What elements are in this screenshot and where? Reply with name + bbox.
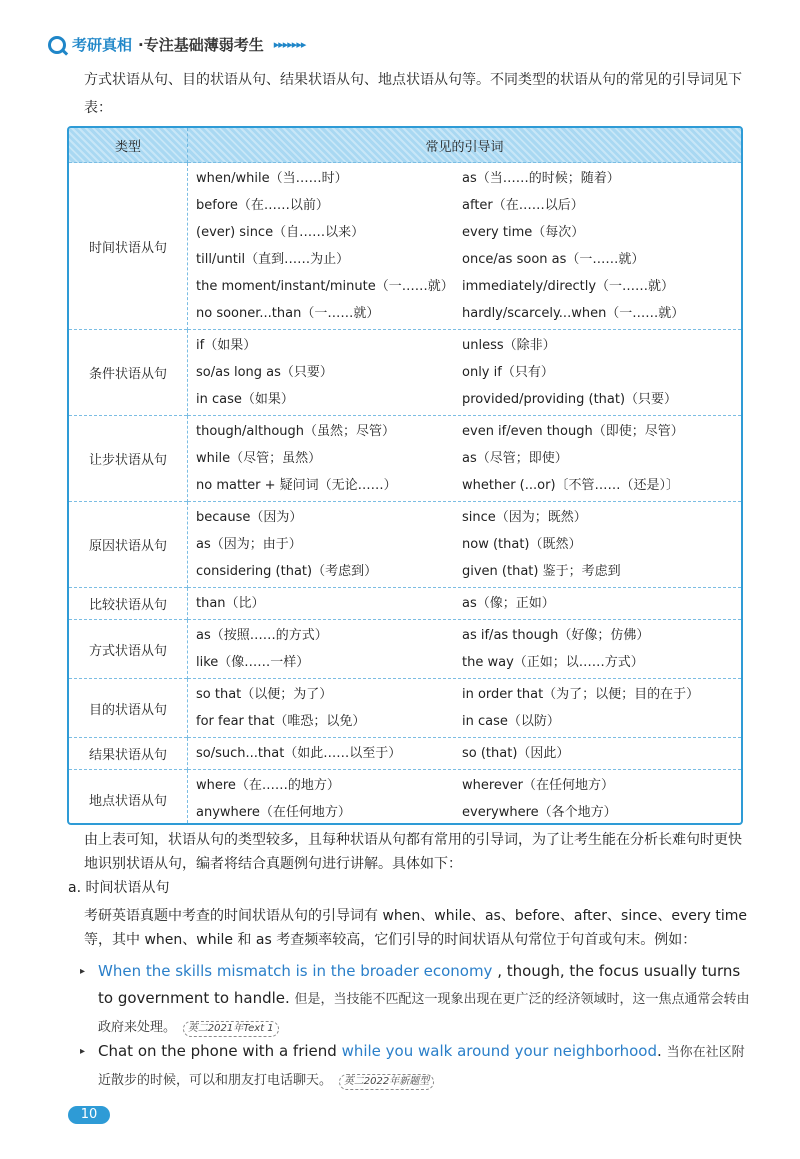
conjunction-line — [196, 359, 741, 386]
conjunction-item: once/as soon as（一……就） — [462, 252, 645, 267]
conjunction-item: as（按照……的方式） — [196, 628, 328, 643]
table-row — [69, 163, 741, 330]
conjunction-item: like（像……一样） — [196, 655, 310, 670]
conjunction-item: (ever) since（自……以来） — [196, 225, 365, 240]
conjunction-item: immediately/directly（一……就） — [462, 279, 675, 294]
conjunction-item: because（因为） — [196, 510, 303, 525]
conjunction-line — [196, 300, 741, 327]
conjunction-line — [196, 708, 741, 735]
conjunction-item: till/until（直到……为止） — [196, 252, 350, 267]
clause-type-cell: 结果状语从句 — [69, 738, 188, 770]
conjunction-item: as（尽管；即使） — [462, 451, 568, 466]
conjunction-item: as（当……的时候；随着） — [462, 171, 620, 186]
conjunction-item: when/while（当……时） — [196, 171, 348, 186]
conjunction-item: so that（以便；为了） — [196, 687, 333, 702]
example-1-highlight: When the skills mismatch is in the broader economy — [98, 962, 493, 980]
conjunction-item: so/as long as（只要） — [196, 365, 333, 380]
clause-type-cell: 方式状语从句 — [69, 620, 188, 679]
conjunction-item: given (that) 鉴于；考虑到 — [462, 564, 621, 579]
conjunction-item: considering (that)（考虑到） — [196, 564, 378, 579]
conjunction-line — [196, 445, 741, 472]
conjunction-item: if（如果） — [196, 338, 257, 353]
conjunction-line — [196, 192, 741, 219]
example-1 — [80, 958, 750, 1041]
conjunction-item: every time（每次） — [462, 225, 585, 240]
conjunction-item: everywhere（各个地方） — [462, 805, 617, 820]
table-row — [69, 738, 741, 770]
conjunctions-cell — [188, 770, 742, 826]
conjunctions-cell — [188, 330, 742, 416]
table-row — [69, 502, 741, 588]
brand-tagline: ·专注基础薄弱考生 — [138, 36, 264, 54]
conjunction-item: unless（除非） — [462, 338, 556, 353]
conjunction-item: where（在……的地方） — [196, 778, 340, 793]
header-type: 类型 — [69, 128, 188, 163]
section-heading: a. 时间状语从句 — [68, 880, 170, 896]
example-2-translation: 当你在社区附近散步的时候，可以和朋友打电话聊天。 — [98, 1045, 745, 1088]
conjunctions-cell — [188, 163, 742, 330]
example-2-pre: Chat on the phone with a friend — [98, 1042, 342, 1060]
example-2-source-badge: 英二2022年新题型 — [339, 1074, 434, 1090]
conjunction-line — [196, 246, 741, 273]
table-row — [69, 679, 741, 738]
table — [69, 128, 741, 825]
header-conjunctions: 常见的引导词 — [188, 128, 742, 163]
bullet-arrow-icon: ▸ — [80, 966, 86, 977]
conjunction-item: in case（如果） — [196, 392, 294, 407]
intro-paragraph: 方式状语从句、目的状语从句、结果状语从句、地点状语从句等。不同类型的状语从句的常见的引导词见下表： — [84, 72, 742, 116]
conjunction-item: in case（以防） — [462, 714, 560, 729]
conjunctions-cell — [188, 416, 742, 502]
clause-type-cell: 地点状语从句 — [69, 770, 188, 826]
example-1-source-badge: 英二2021年Text 1 — [183, 1021, 279, 1037]
conjunction-item: only if（只有） — [462, 365, 554, 380]
conjunctions-cell — [188, 588, 742, 620]
conjunction-item: hardly/scarcely...when（一……就） — [462, 306, 685, 321]
conjunction-line — [196, 219, 741, 246]
search-logo-icon — [48, 36, 66, 54]
conjunction-item: now (that)（既然） — [462, 537, 582, 552]
conjunction-item: so (that)（因此） — [462, 746, 570, 761]
conjunction-line — [196, 649, 741, 676]
clause-type-cell: 目的状语从句 — [69, 679, 188, 738]
page-header — [48, 34, 305, 55]
table-row — [69, 416, 741, 502]
conjunction-line — [196, 772, 741, 799]
clause-type-cell: 时间状语从句 — [69, 163, 188, 330]
conjunction-item: after（在……以后） — [462, 198, 584, 213]
conjunction-table — [67, 126, 743, 825]
example-1-rest: , though, the focus usually turns to government to handle. — [98, 962, 741, 1007]
conjunctions-cell — [188, 502, 742, 588]
conjunction-item: even if/even though（即使；尽管） — [462, 424, 684, 439]
conjunction-item: since（因为；既然） — [462, 510, 587, 525]
conjunction-line — [196, 622, 741, 649]
conjunction-item: for fear that（唯恐；以免） — [196, 714, 366, 729]
conjunction-item: whether (...or)〔不管……（还是）〕 — [462, 478, 680, 493]
example-2-post: . — [657, 1042, 662, 1060]
table-row — [69, 620, 741, 679]
chevrons-icon: ▸▸▸▸▸▸▸ — [273, 38, 306, 51]
conjunction-line — [196, 504, 741, 531]
conjunction-item: so/such...that（如此……以至于） — [196, 746, 402, 761]
page-number: 10 — [68, 1106, 110, 1124]
conjunction-line — [196, 418, 741, 445]
conjunction-item: than（比） — [196, 596, 265, 611]
conjunction-line — [196, 332, 741, 359]
clause-type-cell: 原因状语从句 — [69, 502, 188, 588]
conjunction-item: provided/providing (that)（只要） — [462, 392, 678, 407]
conjunction-item: in order that（为了；以便；目的在于） — [462, 687, 700, 702]
conjunction-line — [196, 386, 741, 413]
conjunctions-cell — [188, 679, 742, 738]
conjunction-item: the moment/instant/minute（一……就） — [196, 279, 454, 294]
conjunction-item: before（在……以前） — [196, 198, 329, 213]
conjunction-item: no matter + 疑问词（无论……） — [196, 478, 397, 493]
table-row — [69, 588, 741, 620]
conjunction-line — [196, 273, 741, 300]
conjunction-line — [196, 558, 741, 585]
conjunction-item: wherever（在任何地方） — [462, 778, 614, 793]
conjunction-line — [196, 165, 741, 192]
table-row — [69, 330, 741, 416]
conjunctions-cell — [188, 738, 742, 770]
bullet-arrow-icon: ▸ — [80, 1046, 86, 1057]
table-header-row — [69, 128, 741, 163]
conjunction-item: while（尽管；虽然） — [196, 451, 322, 466]
example-1-translation: 但是，当技能不匹配这一现象出现在更广泛的经济领域时，这一焦点通常会转由政府来处理。 — [98, 992, 750, 1035]
table-row — [69, 770, 741, 826]
conjunction-line — [196, 590, 741, 617]
conjunction-item: no sooner...than（一……就） — [196, 306, 380, 321]
example-2 — [80, 1038, 750, 1094]
clause-type-cell: 让步状语从句 — [69, 416, 188, 502]
clause-type-cell: 比较状语从句 — [69, 588, 188, 620]
table-body — [69, 163, 741, 826]
conjunction-item: the way（正如；以……方式） — [462, 655, 644, 670]
clause-type-cell: 条件状语从句 — [69, 330, 188, 416]
conjunction-line — [196, 799, 741, 825]
conjunction-item: as（因为；由于） — [196, 537, 302, 552]
summary-paragraph: 由上表可知，状语从句的类型较多，且每种状语从句都有常用的引导词，为了让考生能在分析长难句时更快地识别状语从句，编者将结合真题例句进行讲解。具体如下： — [84, 832, 742, 872]
example-2-highlight: while you walk around your neighborhood — [341, 1042, 658, 1060]
conjunctions-cell — [188, 620, 742, 679]
conjunction-line — [196, 472, 741, 499]
section-paragraph: 考研英语真题中考查的时间状语从句的引导词有 when、while、as、before、after、since、every time 等，其中 when、while 和 as 考查频率较高，它们引导的时间状语从句常位于句首或句末。例如： — [84, 908, 748, 948]
conjunction-item: as if/as though（好像；仿佛） — [462, 628, 650, 643]
conjunction-item: anywhere（在任何地方） — [196, 805, 351, 820]
conjunction-line — [196, 531, 741, 558]
conjunction-line — [196, 740, 741, 767]
brand-name: 考研真相 — [72, 36, 133, 54]
conjunction-item: as（像；正如） — [462, 596, 555, 611]
conjunction-item: though/although（虽然；尽管） — [196, 424, 395, 439]
conjunction-line — [196, 681, 741, 708]
